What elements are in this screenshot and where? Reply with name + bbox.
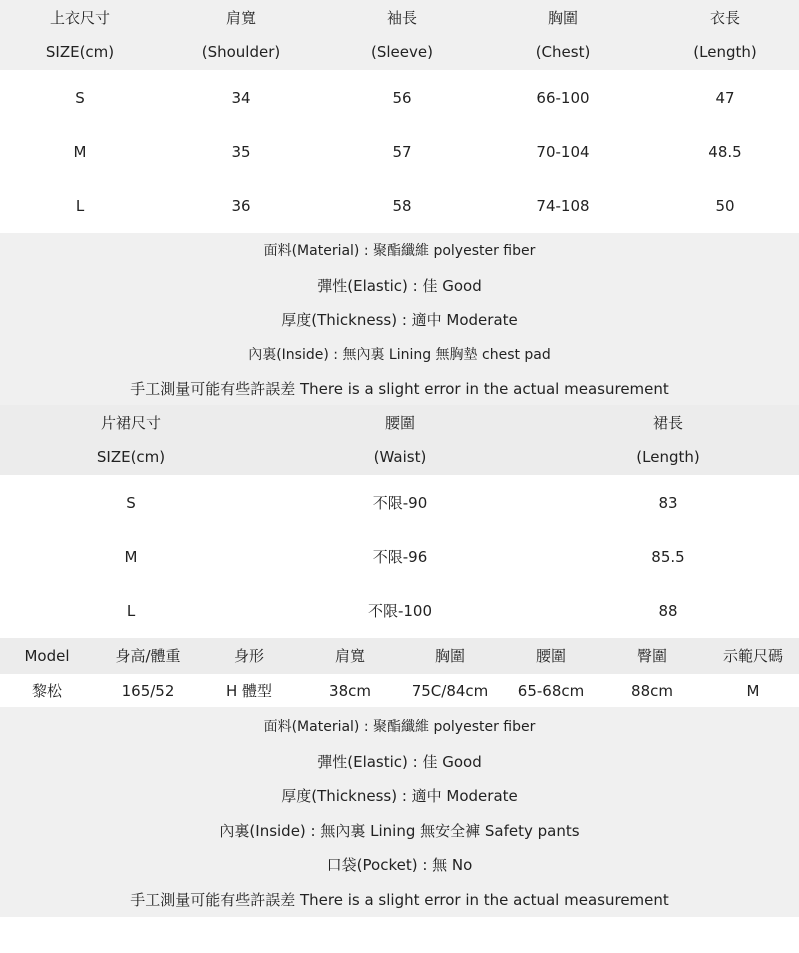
skirt-header-cell: SIZE(cm) [96, 448, 166, 466]
size-cell: L [126, 602, 136, 620]
waist-cell: 不限-96 [372, 548, 428, 566]
top-header-cell: (Sleeve) [371, 43, 433, 61]
skirt-header-cell: (Length) [636, 448, 700, 466]
material-line: 面料(Material) : 聚酯纖維 polyester fiber [263, 719, 536, 735]
skirt-table-header-row-1 [0, 407, 799, 439]
length-cell: 88 [658, 602, 678, 620]
length-cell: 85.5 [651, 548, 685, 566]
sleeve-cell: 56 [392, 89, 412, 107]
top-header-cell: (Length) [693, 43, 757, 61]
body-type-cell: H 體型 [225, 682, 273, 700]
skirt-header-cell: (Waist) [373, 448, 427, 466]
table-row [0, 674, 799, 708]
skirt-header-cell: 腰圍 [384, 414, 416, 432]
model-header-cell: 身高/體重 [115, 647, 181, 665]
size-cell: S [126, 494, 136, 512]
top-table-header-row-2 [0, 36, 799, 68]
model-name-cell: 黎松 [31, 682, 63, 700]
length-cell: 50 [715, 197, 735, 215]
length-cell: 47 [715, 89, 735, 107]
top-header-cell: 胸圍 [547, 9, 579, 27]
inside-line: 內裏(Inside) : 無內裏 Lining 無胸墊 chest pad [248, 347, 551, 363]
chest-cell: 75C/84cm [411, 682, 489, 700]
top-header-cell: 上衣尺寸 [49, 9, 111, 27]
model-header-cell: 胸圍 [434, 647, 466, 665]
table-row [0, 80, 799, 116]
shoulder-cell: 38cm [329, 682, 371, 700]
top-table-header-row-1 [0, 2, 799, 34]
size-cell: M [73, 143, 87, 161]
measurement-note: 手工測量可能有些許誤差 There is a slight error in the actual measurement [130, 891, 669, 909]
hip-cell: 88cm [631, 682, 673, 700]
measurement-note: 手工測量可能有些許誤差 There is a slight error in the actual measurement [130, 380, 669, 398]
table-row [0, 188, 799, 224]
elastic-line: 彈性(Elastic) : 佳 Good [317, 277, 482, 295]
shoulder-cell: 34 [231, 89, 251, 107]
waist-cell: 不限-90 [372, 494, 428, 512]
model-header-cell: 臀圍 [636, 647, 668, 665]
model-table-header [0, 639, 799, 673]
material-line: 面料(Material) : 聚酯纖維 polyester fiber [263, 243, 536, 259]
table-row [0, 593, 799, 629]
thickness-line: 厚度(Thickness) : 適中 Moderate [281, 787, 518, 805]
top-header-cell: (Chest) [535, 43, 591, 61]
height-weight-cell: 165/52 [121, 682, 175, 700]
chest-cell: 74-108 [536, 197, 590, 215]
skirt-table-header-row-2 [0, 441, 799, 473]
model-header-cell: 身形 [233, 647, 265, 665]
top-header-cell: 衣長 [709, 9, 741, 27]
chest-cell: 70-104 [536, 143, 590, 161]
bottom-info-bg [0, 707, 799, 917]
elastic-line: 彈性(Elastic) : 佳 Good [317, 753, 482, 771]
chest-cell: 66-100 [536, 89, 590, 107]
shoulder-cell: 35 [231, 143, 251, 161]
thickness-line: 厚度(Thickness) : 適中 Moderate [281, 311, 518, 329]
skirt-header-cell: 片裙尺寸 [100, 414, 162, 432]
sample-size-cell: M [746, 682, 760, 700]
size-cell: L [75, 197, 85, 215]
top-header-cell: 肩寬 [225, 9, 257, 27]
sleeve-cell: 57 [392, 143, 412, 161]
top-header-cell: (Shoulder) [201, 43, 281, 61]
waist-cell: 65-68cm [517, 682, 585, 700]
model-header-cell: 肩寬 [334, 647, 366, 665]
table-row [0, 539, 799, 575]
pocket-line: 口袋(Pocket) : 無 No [326, 856, 473, 874]
skirt-header-cell: 裙長 [652, 414, 684, 432]
inside-line: 內裏(Inside) : 無內裏 Lining 無安全褲 Safety pants [219, 822, 580, 840]
top-header-cell: 袖長 [386, 9, 418, 27]
model-header-cell: 腰圍 [535, 647, 567, 665]
top-header-cell: SIZE(cm) [45, 43, 115, 61]
model-header-cell: 示範尺碼 [722, 647, 784, 665]
size-cell: S [75, 89, 85, 107]
length-cell: 48.5 [708, 143, 742, 161]
size-cell: M [124, 548, 138, 566]
model-header-cell: Model [24, 647, 70, 665]
table-row [0, 134, 799, 170]
waist-cell: 不限-100 [367, 602, 433, 620]
table-row [0, 485, 799, 521]
sleeve-cell: 58 [392, 197, 412, 215]
shoulder-cell: 36 [231, 197, 251, 215]
length-cell: 83 [658, 494, 678, 512]
